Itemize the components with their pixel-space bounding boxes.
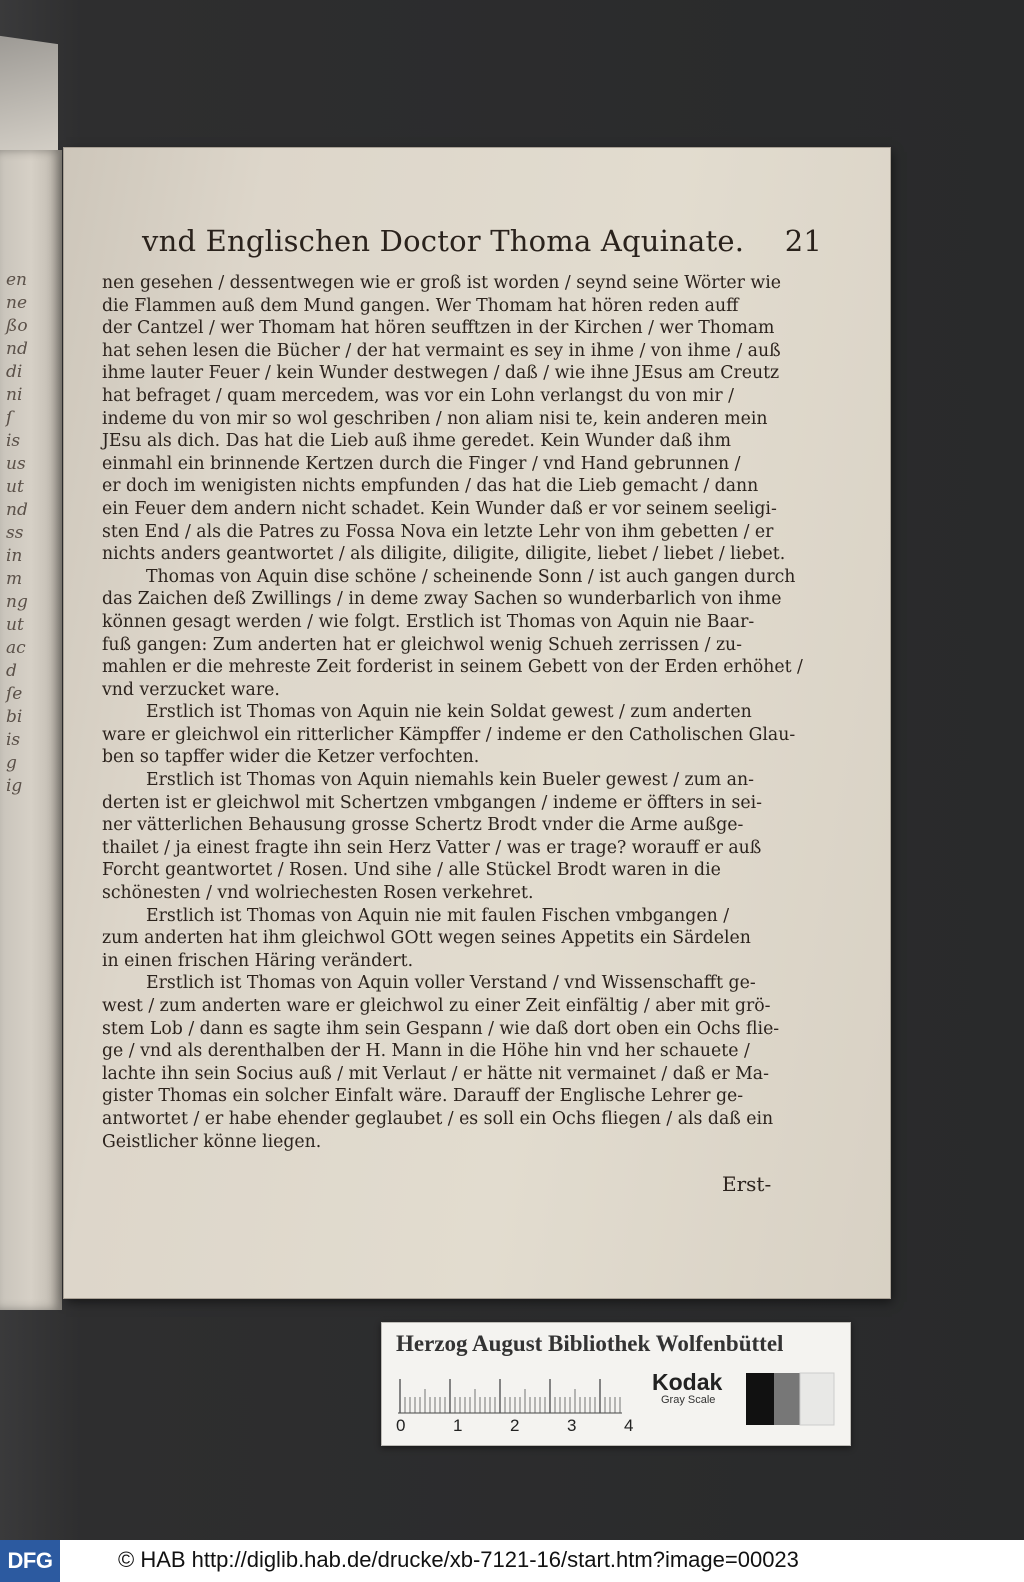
previous-page-fragment: en [6,270,28,290]
text-line: Erstlich ist Thomas von Aquin niemahls kein Bueler gewest / zum an- [146,770,754,791]
catchword: Erst- [722,1172,772,1196]
text-line: antwortet / er habe ehender geglaubet / es soll ein Ochs fliegen / als daß ein [102,1108,774,1129]
text-line: Thomas von Aquin dise schöne / scheinende Sonn / ist auch gangen durch [146,566,796,587]
previous-page-fragment: ne [6,293,28,313]
copyright-credit: © HAB http://diglib.hab.de/drucke/xb-7121-16/start.htm?image=00023 [118,1547,799,1572]
text-line: Forcht geantwortet / Rosen. Und sihe / alle Stückel Brodt waren in die [102,860,721,881]
running-head-title: vnd Englischen Doctor Thoma Aquinate. [142,224,745,258]
scale-ruler [394,1373,634,1435]
previous-page-fragment: g [6,753,17,773]
text-line: mahlen er die mehreste Zeit forderist in seinem Gebett von der Erden erhöhet / [102,657,803,678]
previous-page-fragment: ſe [6,684,23,704]
text-line: Geistlicher könne liegen. [102,1131,322,1152]
previous-page-fragment: di [6,362,23,382]
text-line: ihme lauter Feuer / kein Wunder destwegen / daß / wie ihne JEsus am Creutz [102,363,780,384]
previous-page-fragment: ſ [6,408,13,428]
text-line: Erstlich ist Thomas von Aquin nie kein Soldat gewest / zum anderten [146,702,752,723]
text-line: stem Lob / dann es sagte ihm sein Gespann / wie daß dort oben ein Ochs flie- [102,1018,780,1039]
text-line: JEsu als dich. Das hat die Lieb auß ihme geredet. Kein Wunder daß ihm [102,431,731,452]
previous-page-fragment: nd [6,500,28,520]
previous-page-fragment: is [6,730,21,750]
text-line: vnd verzucket ware. [102,679,280,700]
gray-scale-patches [746,1373,834,1425]
text-line: ge / vnd als derenthalben der H. Mann in die Höhe hin vnd her schauete / [102,1041,750,1062]
kodak-logo: Kodak [652,1369,723,1395]
text-line: hat befraget / quam mercedem, was vor ein Lohn verlangst du von mir / [102,385,734,406]
text-line: das Zaichen deß Zwillings / in deme zway Sachen so wunderbarlich von ihme [102,589,782,610]
ruler-number: 3 [567,1416,577,1435]
previous-page-fragment: ac [6,638,26,658]
previous-page-fragment: nd [6,339,28,359]
previous-page-fragment: ss [6,523,24,543]
text-line: ware er gleichwol ein ritterlicher Kämpffer / indeme er den Catholischen Glau- [102,724,796,745]
text-line: Erstlich ist Thomas von Aquin nie mit faulen Fischen vmbgangen / [146,905,730,926]
text-line: ner vätterlichen Behausung grosse Schertz Brodt vnder die Arme außge- [102,815,744,836]
text-line: ben so tapffer wider die Ketzer verfochten. [102,747,480,768]
text-line: nichts anders geantwortet / als diligite, diligite, diligite, liebet / liebet / liebet. [102,544,786,565]
text-line: schönesten / vnd wolriechesten Rosen verkehret. [102,883,534,904]
text-line: west / zum anderten ware er gleichwol zu einer Zeit einfältig / aber mit grö- [102,996,771,1016]
previous-page-fragment: us [6,454,26,474]
text-line: gister Thomas ein solcher Einfalt wäre. Darauff der Englische Lehrer ge- [102,1086,744,1107]
ruler-number: 2 [510,1416,520,1435]
text-line: der Cantzel / wer Thomam hat hören seufftzen in der Kirchen / wer Thomam [102,318,775,339]
text-line: Erstlich ist Thomas von Aquin voller Verstand / vnd Wissenschafft ge- [146,973,756,994]
previous-page-edge [0,150,62,1310]
text-line: zum anderten hat ihm gleichwol GOtt wegen seines Appetits ein Särdelen [102,928,751,949]
text-line: er doch im wenigisten nichts empfunden / das hat die Lieb gemacht / dann [102,476,759,497]
body-text [102,272,838,1153]
previous-page-fragment: ni [6,385,23,405]
text-line: die Flammen auß dem Mund gangen. Wer Thomam hat hören reden auff [102,295,739,316]
previous-page-fragment: in [6,546,23,566]
kodak-gray-scale-label: Gray Scale [661,1394,716,1406]
previous-page-fragment: d [6,661,17,681]
ruler-number: 0 [396,1416,406,1435]
text-line: derten ist er gleichwol mit Schertzen vmbgangen / indeme er öffters in sei- [102,792,762,813]
previous-page-fragment: ng [6,592,28,612]
text-line: einmahl ein brinnende Kertzen durch die Finger / vnd Hand gebrunnen / [102,453,741,474]
text-line: ein Feuer dem andern nicht schadet. Kein Wunder daß er vor seinem seeligi- [102,498,777,519]
library-color-target [381,1322,851,1446]
text-line: thailet / ja einest fragte ihn sein Herz Vatter / was er trage? worauff er auß [102,837,762,858]
ruler-number: 4 [624,1416,634,1435]
previous-page-fragment: is [6,431,21,451]
library-name: Herzog August Bibliothek Wolfenbüttel [396,1331,784,1356]
previous-page-corner [0,36,58,164]
text-line: können gesagt werden / wie folgt. Erstlich ist Thomas von Aquin nie Baar- [102,611,755,632]
footer-bar [0,1540,1024,1582]
dfg-logo: DFG [0,1540,60,1582]
previous-page-fragment: m [6,569,23,589]
previous-page-fragment: ut [6,477,24,497]
ruler-number: 1 [453,1416,463,1435]
previous-page-fragment: bi [6,707,23,727]
text-line: in einen frischen Häring verändert. [102,950,414,971]
previous-page-fragment: ßo [6,316,28,336]
text-line: nen gesehen / dessentwegen wie er groß ist worden / seynd seine Wörter wie [102,273,781,293]
text-line: lachte ihn sein Socius auß / mit Verlaut / er hätte nit vermainet / daß er Ma- [102,1063,769,1084]
running-head [142,224,822,264]
previous-page-fragment: ig [6,776,23,796]
page-number: 21 [784,224,822,258]
text-line: hat sehen lesen die Bücher / der hat vermaint es sey in ihme / von ihme / auß [102,340,781,361]
text-line: fuß gangen: Zum anderten hat er gleichwol wenig Schueh zerrissen / zu- [102,634,743,655]
book-page [64,148,890,1298]
previous-page-fragment: ut [6,615,24,635]
text-line: indeme du von mir so wol geschriben / non aliam nisi te, kein anderen mein [102,408,768,429]
text-line: sten End / als die Patres zu Fossa Nova ein letzte Lehr von ihm gebetten / er [102,521,774,542]
